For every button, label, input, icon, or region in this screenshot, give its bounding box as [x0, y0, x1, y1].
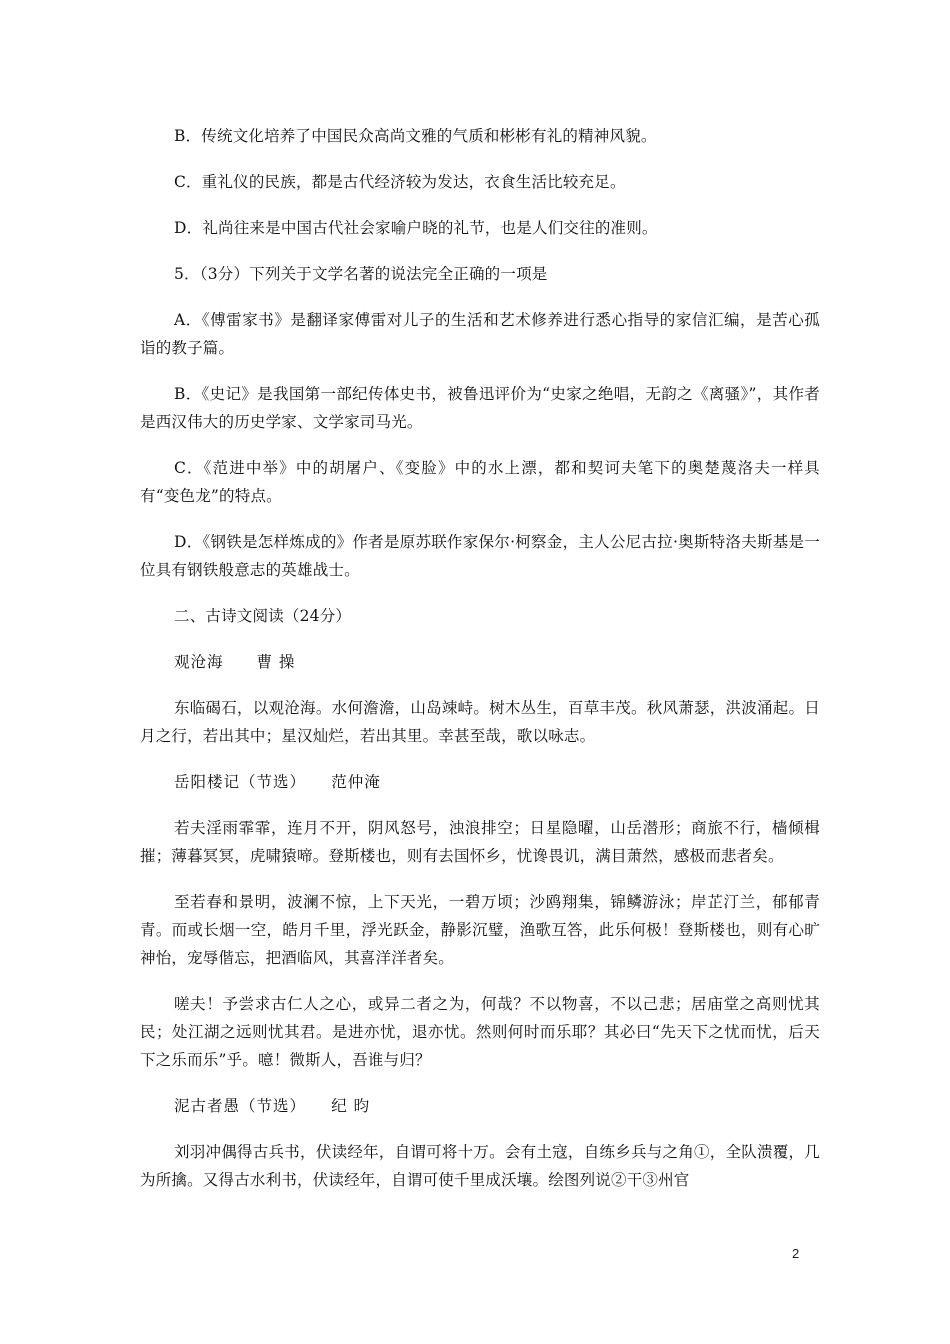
question-5-option-d: D．《钢铁是怎样炼成的》作者是原苏联作家保尔·柯察金，主人公尼古拉·奥斯特洛夫斯基是一位具有钢铁般意志的英雄战士。: [140, 533, 820, 579]
essay-paragraph-2: 至若春和景明，波澜不惊，上下天光，一碧万顷；沙鸥翔集，锦鳞游泳；岸芷汀兰，郁郁青青。而或长烟一空，皓月千里，浮光跃金，静影沉璧，渔歌互答，此乐何极！登斯楼也，则有心旷神怡，宠辱偕忘，把酒临风，其喜洋洋者矣。: [140, 893, 820, 967]
page-number: 2: [792, 1246, 800, 1261]
question-5-option-b: B．《史记》是我国第一部纪传体史书，被鲁迅评价为“史家之绝唱，无韵之《离骚》”，其作者是西汉伟大的历史学家、文学家司马光。: [140, 385, 820, 431]
essay-paragraph-3: 嗟夫！予尝求古仁人之心，或异二者之为，何哉？不以物喜，不以己悲；居庙堂之高则忧其民；处江湖之远则忧其君。是进亦忧，退亦忧。然则何时而乐耶？其必曰“先天下之忧而忧，后天下之乐而乐”乎。噫！微斯人，吾谁与归？: [140, 995, 820, 1069]
option-c-etiquette: C．重礼仪的民族，都是古代经济较为发达，衣食生活比较充足。: [174, 173, 626, 191]
page-content: [140, 122, 820, 1212]
essay-title-yueyang-lou: 岳阳楼记（节选） 范仲淹: [174, 773, 381, 791]
option-b-culture: B．传统文化培养了中国民众高尚文雅的气质和彬彬有礼的精神风貌。: [174, 127, 657, 145]
poem-text-guan-cang-hai: 东临碣石，以观沧海。水何澹澹，山岛竦峙。树木丛生，百草丰茂。秋风萧瑟，洪波涌起。日月之行，若出其中；星汉灿烂，若出其里。幸甚至哉，歌以咏志。: [140, 699, 820, 745]
poem-title-guan-cang-hai: 观沧海 曹 操: [174, 653, 296, 671]
essay-paragraph-1: 若夫淫雨霏霏，连月不开，阴风怒号，浊浪排空；日星隐曜，山岳潜形；商旅不行，樯倾楫摧；薄暮冥冥，虎啸猿啼。登斯楼也，则有去国怀乡，忧谗畏讥，满目萧然，感极而悲者矣。: [140, 819, 820, 865]
essay-title-ni-gu-zhe-yu: 泥古者愚（节选） 纪 昀: [174, 1097, 371, 1115]
option-d-reciprocity: D．礼尚往来是中国古代社会家喻户晓的礼节，也是人们交往的准则。: [174, 219, 658, 237]
question-5-option-c: C．《范进中举》中的胡屠户、《变脸》中的水上漂，都和契诃夫笔下的奥楚蔑洛夫一样具有“变色龙”的特点。: [140, 459, 820, 505]
question-5-option-a: A．《傅雷家书》是翻译家傅雷对儿子的生活和艺术修养进行悉心指导的家信汇编，是苦心孤诣的教子篇。: [140, 311, 820, 357]
section-heading-poetry: 二、古诗文阅读（24分）: [174, 607, 352, 625]
essay-paragraph-ni-gu: 刘羽冲偶得古兵书，伏读经年，自谓可将十万。会有土寇，自练乡兵与之角①，全队溃覆，几为所擒。又得古水利书，伏读经年，自谓可使千里成沃壤。绘图列说②干③州官: [140, 1143, 820, 1189]
question-5: 5．（3分）下列关于文学名著的说法完全正确的一项是: [174, 265, 548, 283]
